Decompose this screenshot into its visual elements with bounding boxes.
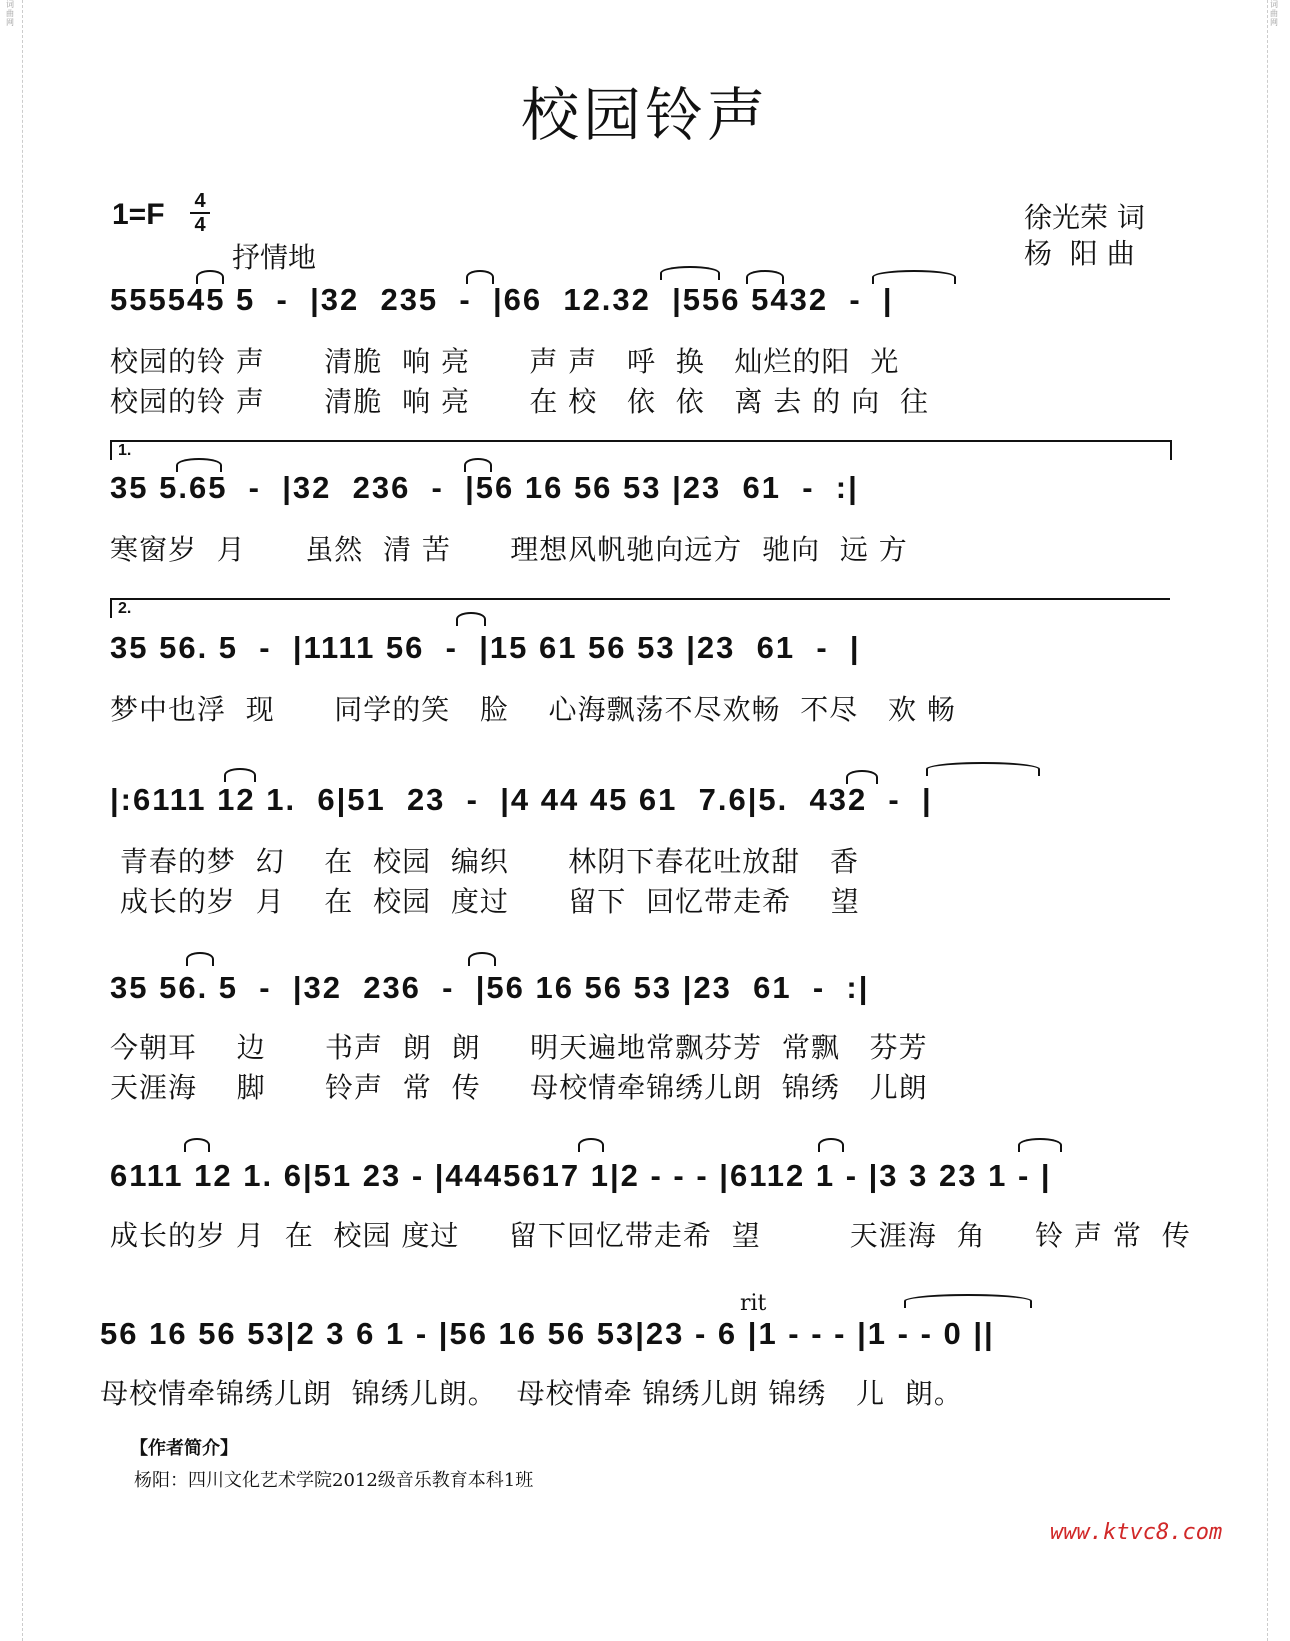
slur — [196, 270, 224, 284]
slur — [464, 458, 492, 472]
lyric-line: 校园的铃 声 清脆 响 亮 声 声 呼 换 灿烂的阳 光 — [110, 345, 900, 378]
side-watermark: 词曲网 — [1270, 0, 1278, 27]
left-margin-strip — [4, 0, 23, 1641]
bio-heading: 【作者简介】 — [130, 1438, 238, 1459]
notation: 555545 5 - |32 235 - |66 12.32 |556 5432 - | — [110, 282, 894, 317]
time-signature-bottom: 4 — [190, 212, 210, 236]
notation: 35 5.65 - |32 236 - |56 16 56 53 |23 61 - :| — [110, 470, 859, 505]
slur — [904, 1294, 1032, 1308]
lyric-line: 成长的岁 月 在 校园 度过 留下回忆带走希 望 天涯海 角 铃 声 常 传 — [110, 1219, 1191, 1252]
notation: 56 16 56 53|2 3 6 1 - |56 16 56 53|23 - 6 |1 - - - |1 - - 0 || — [100, 1316, 995, 1351]
second-ending-bracket — [110, 598, 1170, 618]
slur — [186, 952, 214, 966]
slur — [846, 770, 878, 784]
ending-label: 2. — [118, 600, 132, 617]
score-line-3 — [110, 630, 1190, 690]
right-margin-strip — [1267, 0, 1286, 1641]
ending-label: 1. — [118, 442, 132, 459]
score-line-6 — [110, 1158, 1190, 1218]
key-signature: 1=F — [112, 198, 165, 231]
slur — [184, 1138, 210, 1152]
song-title: 校园铃声 — [520, 81, 769, 149]
tempo-marking: 抒情地 — [232, 241, 317, 274]
score-line-2 — [110, 470, 1190, 530]
bio-text: 杨阳：四川文化艺术学院2012级音乐教育本科1班 — [134, 1470, 534, 1491]
time-signature-top: 4 — [194, 190, 206, 212]
slur — [660, 266, 720, 280]
notation: 6111 12 1. 6|51 23 - |4445617 1|2 - - - |6112 1 - |3 3 23 1 - | — [110, 1158, 1052, 1193]
notation: |:6111 12 1. 6|51 23 - |4 44 45 61 7.6|5. 432 - | — [110, 782, 933, 817]
slur — [746, 270, 784, 284]
lyric-line: 梦中也浮 现 同学的笑 脸 心海飘荡不尽欢畅 不尽 欢 畅 — [110, 693, 956, 726]
score-line-5 — [110, 970, 1190, 1030]
slur — [926, 762, 1040, 776]
notation: 35 56. 5 - |1111 56 - |15 61 56 53 |23 61 - | — [110, 630, 861, 665]
lyric-line: 成长的岁 月 在 校园 度过 留下 回忆带走希 望 — [110, 885, 860, 918]
ritardando-marking: rit — [740, 1291, 767, 1316]
lyric-line: 校园的铃 声 清脆 响 亮 在 校 依 依 离 去 的 向 往 — [110, 385, 930, 418]
first-ending-bracket — [110, 440, 1172, 460]
score-line-7 — [100, 1316, 1180, 1376]
time-signature — [190, 190, 210, 236]
slur — [578, 1138, 604, 1152]
composer-credit: 杨 阳 曲 — [1024, 237, 1135, 270]
lyric-line: 天涯海 脚 铃声 常 传 母校情牵锦绣儿朗 锦绣 儿朗 — [110, 1071, 928, 1104]
credits — [1024, 200, 1145, 272]
lyric-line: 青春的梦 幻 在 校园 编织 林阴下春花吐放甜 香 — [110, 845, 860, 878]
slur — [466, 270, 494, 284]
lyric-line: 寒窗岁 月 虽然 清 苦 理想风帆驰向远方 驰向 远 方 — [110, 533, 908, 566]
site-watermark: www.ktvc8.com — [1050, 1520, 1223, 1545]
side-watermark: 词曲网 — [6, 0, 14, 27]
score-line-4 — [110, 782, 1190, 842]
notation: 35 56. 5 - |32 236 - |56 16 56 53 |23 61 - :| — [110, 970, 870, 1005]
slur — [818, 1138, 844, 1152]
slur — [456, 612, 486, 626]
score-line-1 — [110, 282, 1190, 342]
lyric-line: 母校情牵锦绣儿朗 锦绣儿朗。 母校情牵 锦绣儿朗 锦绣 儿 朗。 — [100, 1377, 963, 1410]
lyric-line: 今朝耳 边 书声 朗 朗 明天遍地常飘芬芳 常飘 芬芳 — [110, 1031, 928, 1064]
slur — [224, 768, 256, 782]
lyricist-credit: 徐光荣 词 — [1024, 201, 1145, 234]
slur — [176, 458, 222, 472]
slur — [1018, 1138, 1062, 1152]
slur — [468, 952, 496, 966]
triplet-slur — [872, 270, 956, 284]
